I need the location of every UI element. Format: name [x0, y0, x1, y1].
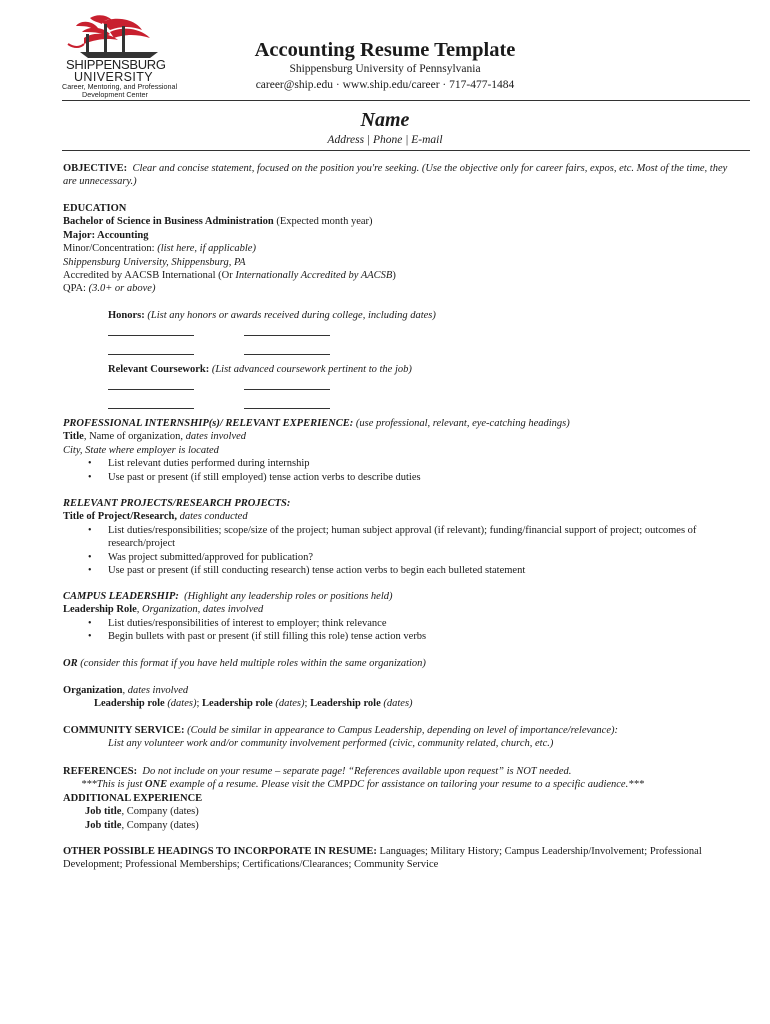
community-heading: COMMUNITY SERVICE:: [63, 725, 185, 736]
or-note: [63, 657, 743, 670]
projects-section: [63, 497, 743, 577]
honors-blank: [244, 326, 330, 336]
organization-dates: , dates involved: [122, 685, 189, 696]
university-name: Shippensburg University of Pennsylvania: [289, 63, 481, 75]
multi-role-block: [63, 684, 743, 711]
leadership-heading-note: (Highlight any leadership roles or positions held): [184, 591, 393, 602]
job-rest: , Company (dates): [121, 806, 199, 818]
logo-name-line1: SHIPPENSBURG: [66, 57, 166, 72]
project-title: Title of Project/Research,: [63, 511, 178, 523]
other-headings-section: [63, 845, 743, 872]
honors-blank: [108, 326, 194, 336]
role-label: Leadership role: [202, 698, 273, 710]
objective-text: Clear and concise statement, focused on the position you're seeking. (Use the objective only for career fairs, expos, etc. Most of the time, they are unnecessary.): [63, 163, 728, 188]
name-divider: [62, 150, 750, 151]
honors-note: (List any honors or awards received during college, including dates): [147, 310, 436, 321]
accredited-italic: Internationally Accredited by AACSB: [235, 270, 393, 282]
logo-name-line2: UNIVERSITY: [74, 70, 154, 84]
references-section: [63, 765, 743, 792]
additional-heading: ADDITIONAL EXPERIENCE: [63, 793, 203, 804]
honors-blank: [244, 345, 330, 355]
honors-block: [108, 309, 748, 359]
objective-heading: OBJECTIVE:: [63, 163, 128, 174]
coursework-block: [108, 363, 748, 413]
leadership-role-rest: , Organization, dates involved: [136, 604, 264, 616]
logo-subtitle-line1: Career, Mentoring, and Professional: [62, 82, 178, 91]
role-dates: (dates): [275, 698, 305, 710]
career-contact-line: career@ship.edu · www.ship.edu/career · 717-477-1484: [255, 79, 515, 91]
role-label: Leadership role: [310, 698, 381, 710]
coursework-blank: [108, 399, 194, 409]
education-location: Shippensburg University, Shippensburg, PA: [63, 256, 246, 268]
separator: ;: [196, 698, 200, 710]
job-title: Job title: [85, 806, 122, 818]
objective-section: [63, 162, 743, 189]
list-item: • List relevant duties performed during internship: [63, 457, 743, 470]
list-item: • Was project submitted/approved for publication?: [63, 551, 703, 564]
honors-label: Honors:: [108, 310, 145, 321]
job-title: Job title: [85, 819, 122, 831]
role-dates: (dates): [167, 698, 197, 710]
internship-section: [63, 417, 743, 484]
accredited-prefix: Accredited by AACSB International (Or: [63, 270, 236, 282]
header-divider: [62, 100, 750, 101]
document-title: Accounting Resume Template: [254, 39, 516, 61]
references-note-bold: ONE: [144, 779, 168, 791]
degree-note: (Expected month year): [276, 216, 373, 228]
references-note-suffix: example of a resume. Please visit the CMPDC for assistance on tailoring your resume to a specific audience.***: [167, 779, 644, 791]
job-rest: , Company (dates): [121, 819, 199, 831]
minor-value: (list here, if applicable): [157, 243, 256, 255]
qpa-label: QPA:: [63, 283, 86, 295]
organization-label: Organization: [63, 685, 123, 696]
list-item: • List duties/responsibilities of interest to employer; think relevance: [63, 617, 743, 630]
or-label: OR: [63, 658, 78, 669]
major: Major: Accounting: [63, 229, 149, 241]
internship-location: City, State where employer is located: [63, 444, 219, 456]
projects-heading: RELEVANT PROJECTS/RESEARCH PROJECTS:: [63, 498, 291, 509]
qpa-value: (3.0+ or above): [88, 283, 156, 295]
references-text: Do not include on your resume – separate page! “References available upon request” is NOT needed.: [142, 766, 572, 777]
address-line: Address | Phone | E-mail: [327, 134, 443, 146]
coursework-blank: [108, 380, 194, 390]
resume-name: Name: [360, 109, 410, 131]
coursework-blank: [244, 399, 330, 409]
additional-section: [63, 792, 743, 832]
community-heading-note: (Could be similar in appearance to Campus Leadership, depending on level of importance/relevance):: [187, 725, 618, 736]
separator: ;: [304, 698, 308, 710]
internship-title: Title: [63, 431, 84, 443]
list-item: • List duties/responsibilities; scope/size of the project; human subject approval (if relevant); funding/financial support of project; outcomes of research/project: [63, 524, 703, 551]
minor-label: Minor/Concentration:: [63, 243, 155, 255]
role-label: Leadership role: [94, 698, 165, 710]
list-item: • Begin bullets with past or present (if still filling this role) tense action verbs: [63, 630, 743, 643]
list-item: • Use past or present (if still employed) tense action verbs to describe duties: [63, 471, 743, 484]
leadership-role: Leadership Role: [63, 604, 137, 616]
references-note-prefix: ***This is just: [81, 779, 145, 791]
accredited-suffix: ): [392, 270, 396, 282]
honors-blank: [108, 345, 194, 355]
degree: Bachelor of Science in Business Administration: [63, 216, 274, 228]
education-section: [63, 202, 743, 296]
role-dates: (dates): [383, 698, 413, 710]
coursework-blank: [244, 380, 330, 390]
or-note-text: (consider this format if you have held multiple roles within the same organization): [80, 658, 426, 669]
logo-subtitle-line2: Development Center: [82, 90, 148, 99]
leadership-section: [63, 590, 743, 644]
community-section: [63, 724, 743, 751]
other-heading: OTHER POSSIBLE HEADINGS TO INCORPORATE IN RESUME:: [63, 846, 377, 857]
coursework-label: Relevant Coursework:: [108, 364, 210, 375]
list-item: • Use past or present (if still conducting research) tense action verbs to begin each bulleted statement: [63, 564, 703, 577]
other-text: Languages; Military History; Campus Leadership/Involvement; Professional Development; Professional Memberships; Certifications/Clearances; Community Service: [63, 846, 702, 871]
internship-heading-note: (use professional, relevant, eye-catching headings): [355, 418, 570, 429]
community-text: List any volunteer work and/or community involvement performed (civic, community related, church, etc.): [108, 738, 554, 750]
references-heading: REFERENCES:: [63, 766, 138, 777]
internship-dates: dates involved: [185, 431, 247, 443]
leadership-heading: CAMPUS LEADERSHIP:: [63, 591, 179, 602]
education-heading: EDUCATION: [63, 203, 127, 214]
internship-title-rest: , Name of organization,: [83, 431, 186, 443]
coursework-note: (List advanced coursework pertinent to the job): [211, 364, 412, 375]
internship-heading: PROFESSIONAL INTERNSHIP(s)/ RELEVANT EXPERIENCE:: [63, 418, 354, 429]
project-dates: dates conducted: [179, 511, 248, 523]
